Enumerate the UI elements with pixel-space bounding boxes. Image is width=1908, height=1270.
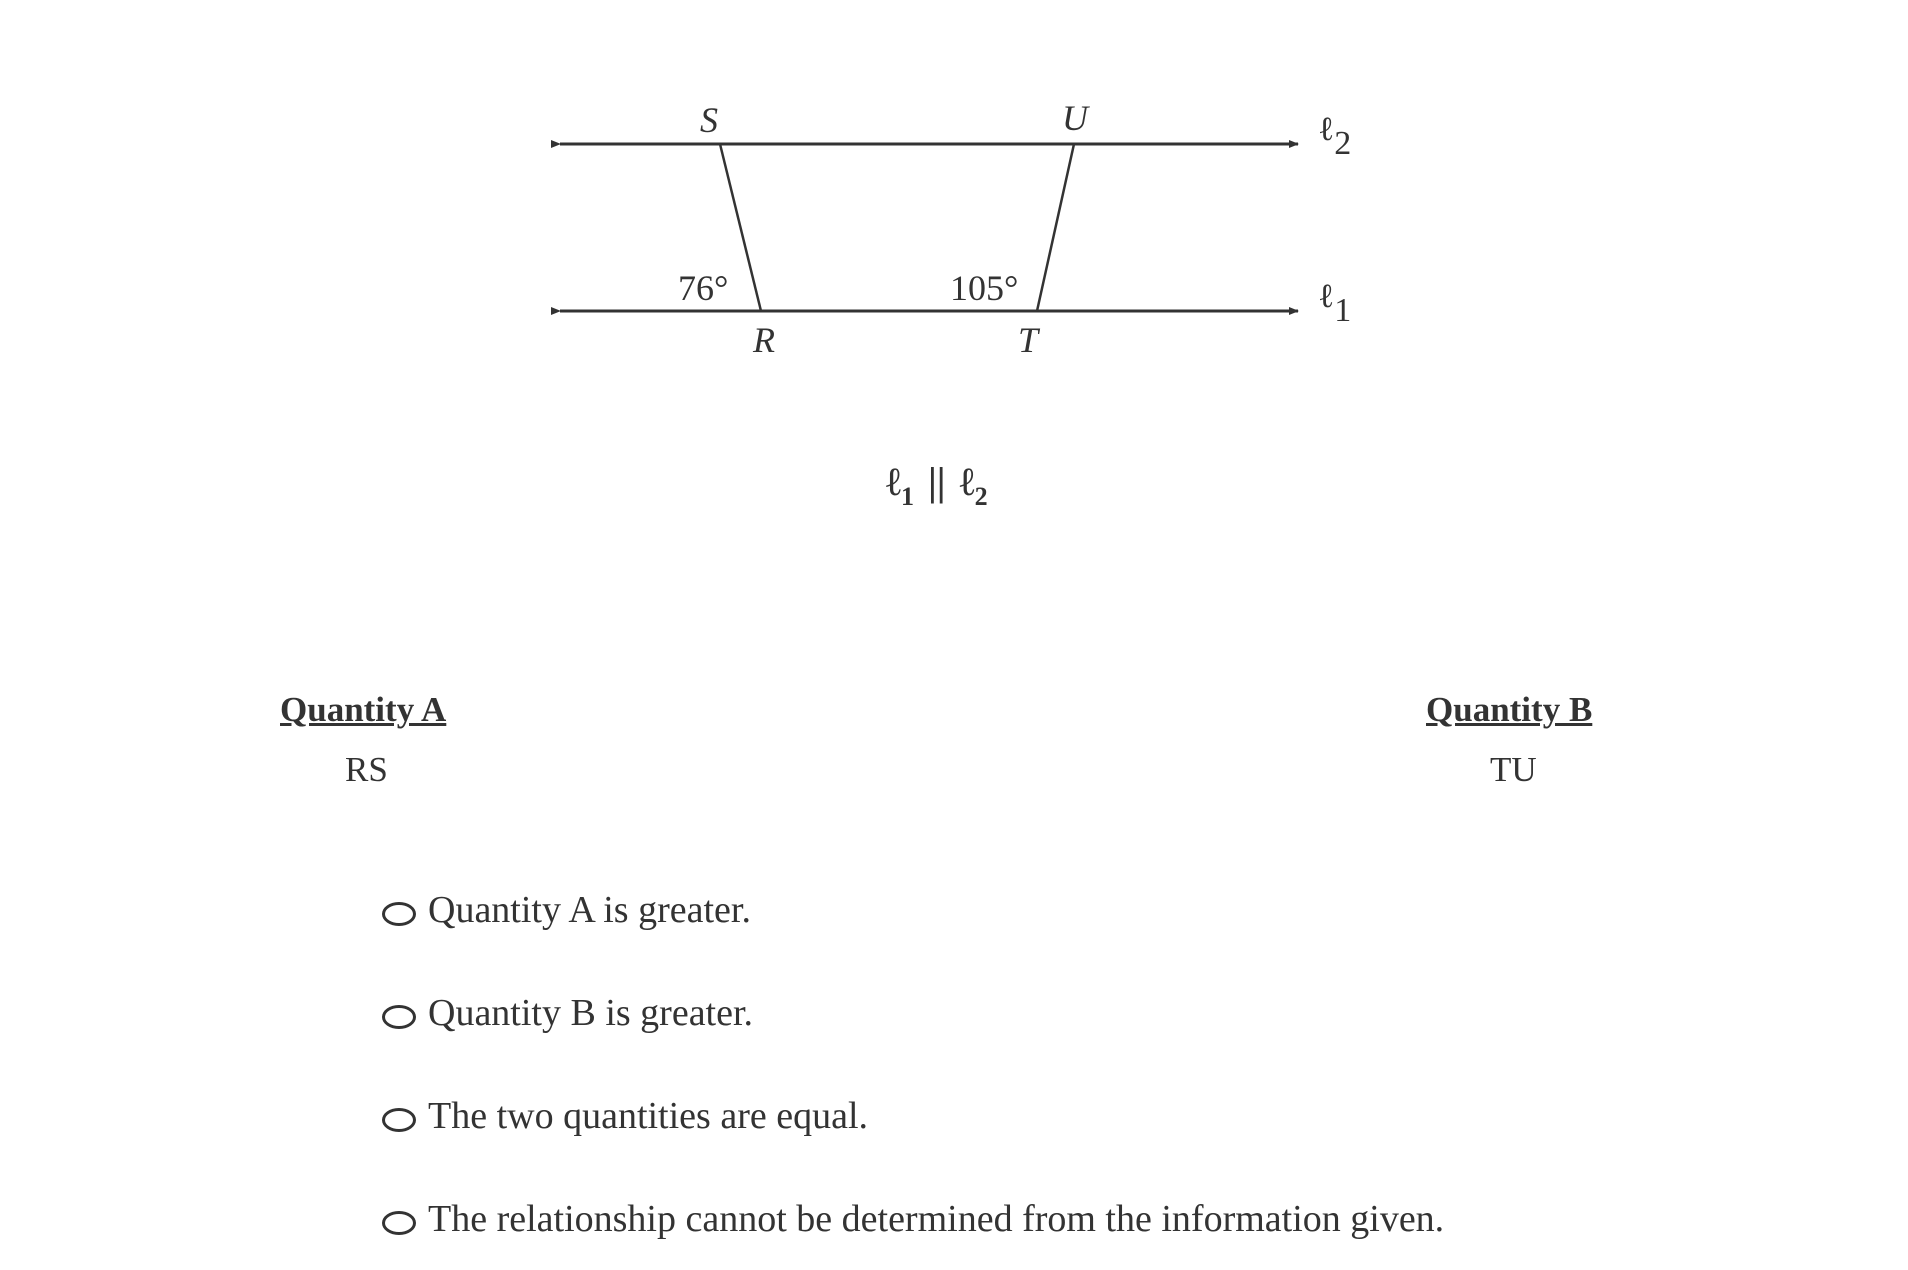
label-r: R bbox=[753, 320, 775, 360]
option-equal[interactable] bbox=[382, 1064, 1782, 1167]
radio-button[interactable] bbox=[382, 1108, 416, 1132]
angle-t-label: 105° bbox=[950, 268, 1019, 308]
caption-l1-sub: 1 bbox=[901, 482, 914, 511]
geometry-figure bbox=[0, 0, 1908, 560]
line-l2-label: ℓ2 bbox=[1318, 111, 1352, 162]
option-label: Quantity B is greater. bbox=[428, 991, 754, 1034]
option-a-greater[interactable] bbox=[382, 858, 1782, 961]
option-label: The two quantities are equal. bbox=[428, 1094, 869, 1137]
angle-r-label: 76° bbox=[678, 268, 729, 308]
caption-l1: ℓ bbox=[886, 459, 901, 504]
caption-l2-sub: 2 bbox=[974, 482, 988, 511]
option-b-greater[interactable] bbox=[382, 961, 1782, 1064]
label-u: U bbox=[1062, 98, 1088, 138]
option-label: Quantity A is greater. bbox=[428, 888, 751, 931]
caption-l2: ℓ bbox=[959, 459, 975, 504]
quantity-b-heading: Quantity B bbox=[1426, 690, 1593, 729]
option-cannot-determine[interactable] bbox=[382, 1167, 1782, 1270]
label-t: T bbox=[1018, 320, 1039, 360]
parallel-caption bbox=[886, 459, 988, 511]
segment-tu bbox=[1037, 144, 1074, 311]
quantity-a-heading: Quantity A bbox=[280, 690, 447, 729]
radio-button[interactable] bbox=[382, 1005, 416, 1029]
caption-parallel: || bbox=[928, 459, 946, 504]
option-label: The relationship cannot be determined from the information given. bbox=[428, 1197, 1445, 1240]
quantity-a-value: RS bbox=[345, 750, 388, 789]
radio-button[interactable] bbox=[382, 902, 416, 926]
line-l1-label: ℓ1 bbox=[1318, 278, 1352, 329]
answer-options bbox=[382, 858, 1782, 1270]
radio-button[interactable] bbox=[382, 1211, 416, 1235]
quantity-b-value: TU bbox=[1490, 750, 1537, 789]
label-s: S bbox=[700, 100, 718, 140]
